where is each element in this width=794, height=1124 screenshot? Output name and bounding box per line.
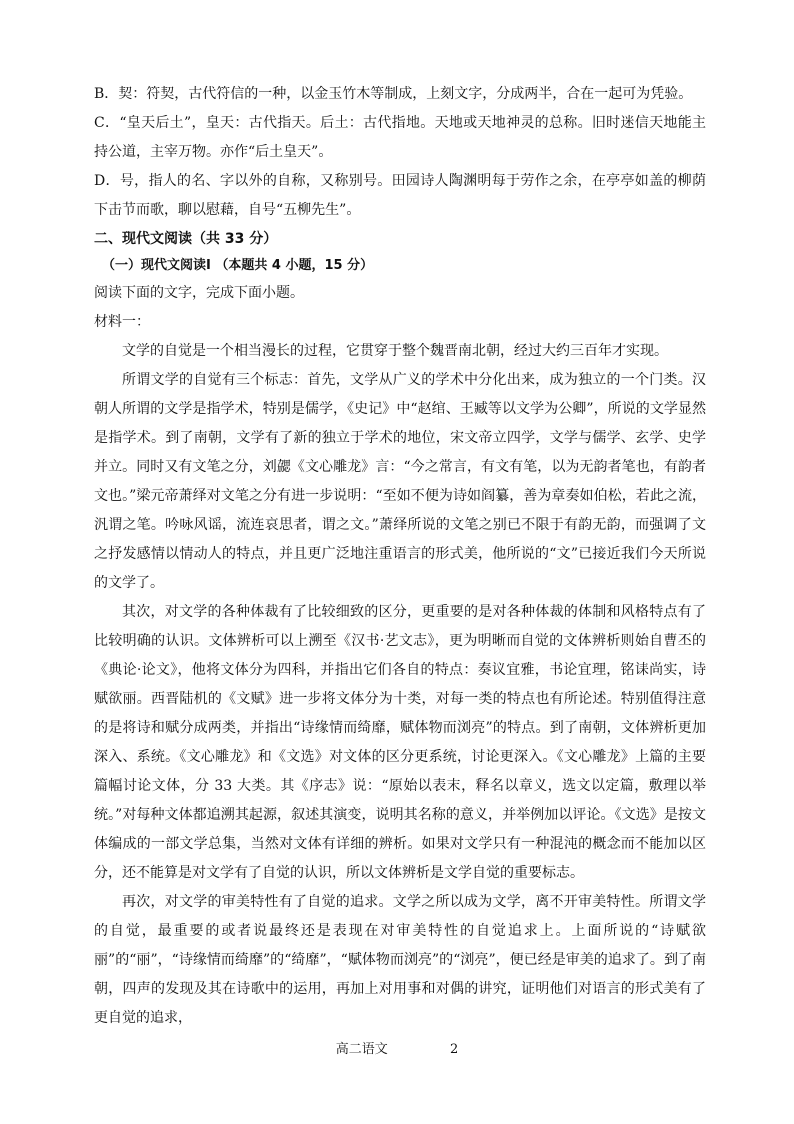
footer-label: 高二语文 xyxy=(335,1042,388,1057)
subsection-title: （一）现代文阅读Ⅰ （本题共 4 小题，15 分） xyxy=(102,258,374,273)
section-title: 二、现代文阅读（共 33 分） xyxy=(94,231,278,247)
option-c: C．“皇天后土”，皇天：古代指天。后土：古代指地。天地或天地神灵的总称。旧时迷信天地能主持公道，主宰万物。亦作“后土皇天”。 xyxy=(94,115,706,160)
option-b: B．契：符契，古代符信的一种，以金玉竹木等制成，上刻文字，分成两半，合在一起可为凭验。 xyxy=(94,86,693,102)
paragraph-4: 再次，对文学的审美特性有了自觉的追求。文学之所以成为文学，离不开审美特性。所谓文学的自觉，最重要的或者说最终还是表现在对审美特性的自觉追求上。上面所说的“诗赋欲丽”的“丽”，“诗缘情而绮靡”的“绮靡”，“赋体物而浏亮”的“浏亮”，便已经是审美的追求了。到了南朝，四声的发现及其在诗歌中的运用，再加上对用事和对偶的讲究，证明他们对语言的形式美有了更自觉的追求， xyxy=(94,894,706,1026)
option-d: D．号，指人的名、字以外的自称，又称别号。田园诗人陶渊明每于劳作之余，在亭亭如盖的柳荫下击节而歌，聊以慰藉，自号“五柳先生”。 xyxy=(94,173,706,218)
paragraph-2: 所谓文学的自觉有三个标志：首先，文学从广义的学术中分化出来，成为独立的一个门类。汉朝人所谓的文学是指学术，特别是儒学，《史记》中“赵绾、王臧等以文学为公卿”，所说的文学显然是指学术。到了南朝，文学有了新的独立于学术的地位，宋文帝立四学，文学与儒学、玄学、史学并立。同时又有文笔之分，刘勰《文心雕龙》言：“今之常言，有文有笔，以为无韵者笔也，有韵者文也。”梁元帝萧绎对文笔之分有进一步说明：“至如不便为诗如阎纂，善为章奏如伯松，若此之流，汎谓之笔。吟咏风谣，流连哀思者，谓之文。”萧绎所说的文笔之别已不限于有韵无韵，而强调了文之抒发感情以情动人的特点，并且更广泛地注重语言的形式美，他所说的“文”已接近我们今天所说的文学了。 xyxy=(94,372,706,591)
instruction-text: 阅读下面的文字，完成下面小题。 xyxy=(94,285,304,301)
material-label: 材料一： xyxy=(94,314,150,330)
page-footer xyxy=(0,1038,794,1057)
paragraph-1: 文学的自觉是一个相当漫长的过程，它贯穿于整个魏晋南北朝，经过大约三百年才实现。 xyxy=(122,343,668,359)
page-number: 2 xyxy=(450,1042,459,1057)
document-page xyxy=(94,80,706,1033)
paragraph-3: 其次，对文学的各种体裁有了比较细致的区分，更重要的是对各种体裁的体制和风格特点有了比较明确的认识。文体辨析可以上溯至《汉书·艺文志》，更为明晰而自觉的文体辨析则始自曹丕的《典论·论文》，他将文体分为四科，并指出它们各自的特点：奏议宜雅，书论宜理，铭诔尚实，诗赋欲丽。西晋陆机的《文赋》进一步将文体分为十类，对每一类的特点也有所论述。特别值得注意的是将诗和赋分成两类，并指出“诗缘情而绮靡，赋体物而浏亮”的特点。到了南朝，文体辨析更加深入、系统。《文心雕龙》和《文选》对文体的区分更系统，讨论更深入。《文心雕龙》上篇的主要篇幅讨论文体，分 33 大类。其《序志》说：“原始以表末，释名以章义，选文以定篇，敷理以举统。”对每种文体都追溯其起源，叙述其演变，说明其名称的意义，并举例加以评论。《文选》是按文体编成的一部文学总集，当然对文体有详细的辨析。如果对文学只有一种混沌的概念而不能加以区分，还不能算是对文学有了自觉的认识，所以文体辨析是文学自觉的重要标志。 xyxy=(94,604,706,881)
